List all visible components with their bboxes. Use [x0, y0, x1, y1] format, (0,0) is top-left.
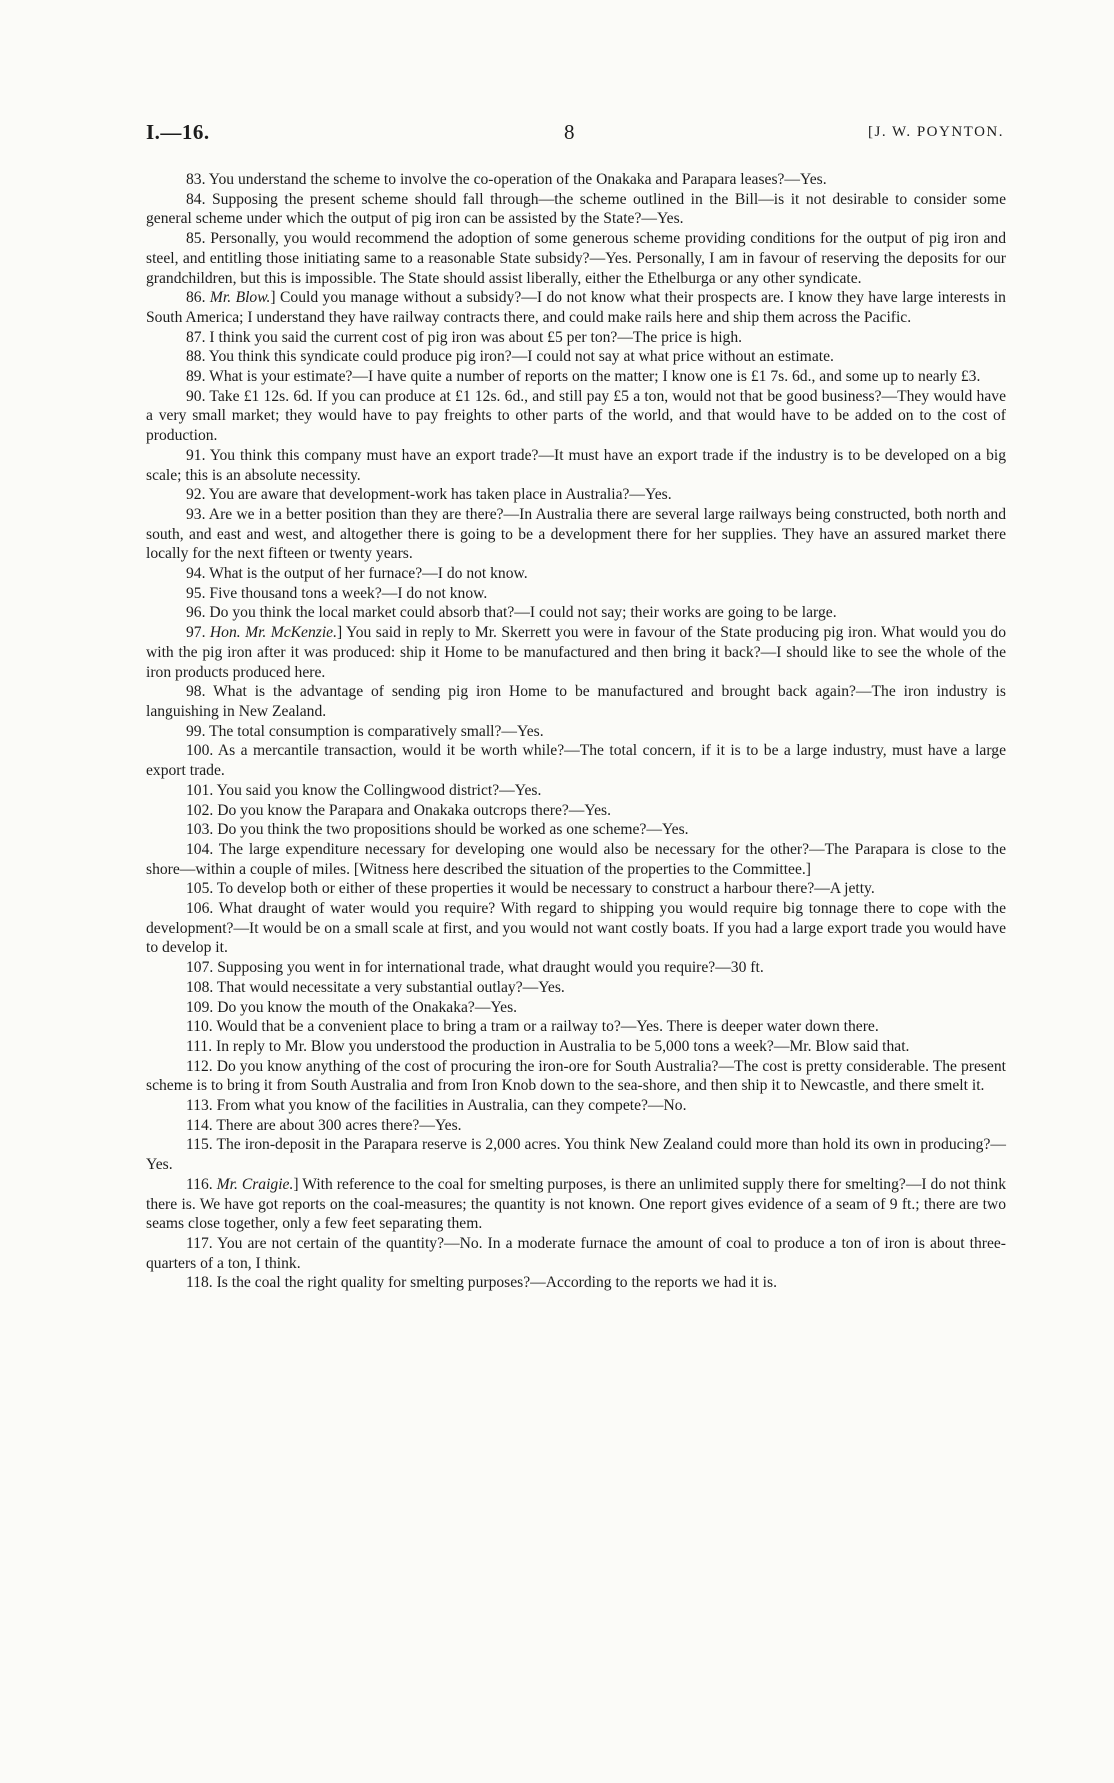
question-paragraph	[146, 899, 1006, 958]
paragraph-text: 101. You said you know the Collingwood district?—Yes.	[186, 781, 542, 799]
paragraph-text: 115. The iron-deposit in the Parapara reserve is 2,000 acres. You think New Zealand could more than hold its own in producing?—Yes.	[146, 1136, 1006, 1174]
question-paragraph	[146, 958, 1006, 978]
question-paragraph	[146, 1057, 1006, 1096]
document-reference: I.—16.	[146, 120, 210, 144]
question-number: 116.	[186, 1175, 217, 1193]
question-paragraph	[146, 564, 1006, 584]
paragraph-text: 83. You understand the scheme to involve the co-operation of the Onakaka and Parapara leases?—Yes.	[186, 171, 827, 188]
paragraph-text: 95. Five thousand tons a week?—I do not know.	[186, 584, 488, 602]
paragraph-text: 85. Personally, you would recommend the adoption of some generous scheme providing conditions for the output of pig iron and steel, and entitling those initiating same to a reasonable State subsidy?—Yes. Personally, I am in favour of reserving the deposits for our grandchildren, but this is impossible. The State should assist liberally, either the Ethelburga or any other syndicate.	[146, 230, 1006, 287]
paragraph-text: 117. You are not certain of the quantity?—No. In a moderate furnace the amount of coal to produce a ton of iron is about three-quarters of a ton, I think.	[146, 1234, 1006, 1272]
question-paragraph	[146, 170, 1006, 190]
question-paragraph	[146, 347, 1006, 367]
question-paragraph	[146, 820, 1006, 840]
paragraph-text: 112. Do you know anything of the cost of procuring the iron-ore for South Australia?—The cost is pretty considerable. The present scheme is to bring it from South Australia and from Iron Knob down to the sea-shore, and then ship it to Newcastle, and there smelt it.	[146, 1057, 1006, 1095]
question-number: 97.	[186, 624, 210, 642]
paragraph-text: 107. Supposing you went in for international trade, what draught would you require?—30 ft.	[186, 959, 764, 977]
paragraph-text: 110. Would that be a convenient place to bring a tram or a railway to?—Yes. There is deeper water down there.	[186, 1018, 879, 1036]
paragraph-text: 96. Do you think the local market could absorb that?—I could not say; their works are going to be large.	[186, 604, 837, 622]
paragraph-text: 99. The total consumption is comparatively small?—Yes.	[186, 722, 544, 740]
question-paragraph	[146, 1037, 1006, 1057]
paragraph-text: 84. Supposing the present scheme should fall through—the scheme outlined in the Bill—is it not desirable to consider some general scheme under which the output of pig iron can be assisted by the State?—Yes.	[146, 190, 1006, 228]
question-paragraph	[146, 190, 1006, 229]
question-paragraph	[146, 998, 1006, 1018]
paragraph-text: ] You said in reply to Mr. Skerrett you were in favour of the State producing pig iron. What would you do with the pig iron after it was produced: ship it Home to be manufactured and then bring it back?—I should like to see the whole of the iron products produced here.	[146, 624, 1007, 681]
paragraph-text: 109. Do you know the mouth of the Onakaka?—Yes.	[186, 998, 518, 1016]
question-paragraph	[146, 1273, 1006, 1293]
question-number: 86.	[186, 289, 210, 307]
question-paragraph	[146, 1234, 1006, 1273]
paragraph-text: 118. Is the coal the right quality for smelting purposes?—According to the reports we had it is.	[186, 1274, 777, 1292]
question-paragraph	[146, 1116, 1006, 1136]
paragraph-text: 111. In reply to Mr. Blow you understood the production in Australia to be 5,000 tons a week?—Mr. Blow said that.	[186, 1037, 910, 1055]
page-number: 8	[564, 120, 575, 144]
question-paragraph	[146, 328, 1006, 348]
evidence-text	[146, 170, 1006, 1293]
paragraph-text: 108. That would necessitate a very substantial outlay?—Yes.	[186, 978, 565, 996]
paragraph-text: 93. Are we in a better position than they are there?—In Australia there are several large railways being constructed, both north and south, and east and west, and altogether there is going to be a development there for her supplies. They have an assured market there locally for the next fifteen or twenty years.	[146, 505, 1006, 563]
question-paragraph	[146, 1096, 1006, 1116]
question-paragraph	[146, 741, 1006, 780]
question-paragraph	[146, 978, 1006, 998]
question-paragraph	[146, 781, 1006, 801]
paragraph-text: 90. Take £1 12s. 6d. If you can produce at £1 12s. 6d., and still pay £5 a ton, would not that be good business?—They would have a very small market; they would have to pay freights to other parts of the world, and that would have to be added on to the cost of production.	[146, 387, 1006, 445]
question-paragraph	[146, 446, 1006, 485]
paragraph-text: 98. What is the advantage of sending pig iron Home to be manufactured and brought back again?—The iron industry is languishing in New Zealand.	[146, 683, 1006, 720]
question-paragraph	[146, 288, 1006, 327]
question-paragraph	[146, 879, 1006, 899]
speaker-name: Hon. Mr. McKenzie.	[209, 624, 337, 642]
question-paragraph	[146, 367, 1006, 387]
paragraph-text: 113. From what you know of the facilities in Australia, can they compete?—No.	[186, 1097, 687, 1115]
paragraph-text: 103. Do you think the two propositions should be worked as one scheme?—Yes.	[186, 821, 689, 839]
page-header	[146, 120, 1004, 150]
question-paragraph	[146, 1135, 1006, 1174]
question-paragraph	[146, 485, 1006, 505]
paragraph-text: 106. What draught of water would you require? With regard to shipping you would require big tonnage there to cope with the development?—It would be on a small scale at first, and you would not want costly boats. If you had a large export trade you would have to develop it.	[146, 900, 1006, 957]
question-paragraph	[146, 1175, 1006, 1234]
paragraph-text: 114. There are about 300 acres there?—Yes.	[186, 1116, 462, 1134]
witness-name: [J. W. POYNTON.	[868, 124, 1004, 140]
question-paragraph	[146, 623, 1006, 682]
question-paragraph	[146, 584, 1006, 604]
question-paragraph	[146, 505, 1006, 564]
paragraph-text: 87. I think you said the current cost of pig iron was about £5 per ton?—The price is high.	[186, 328, 743, 346]
paragraph-text: 94. What is the output of her furnace?—I do not know.	[186, 565, 528, 583]
paragraph-text: 100. As a mercantile transaction, would it be worth while?—The total concern, if it is to be a large industry, must have a large export trade.	[146, 742, 1006, 780]
speaker-name: Mr. Craigie.	[216, 1175, 294, 1193]
paragraph-text: 102. Do you know the Parapara and Onakaka outcrops there?—Yes.	[186, 801, 611, 819]
paragraph-text: 89. What is your estimate?—I have quite a number of reports on the matter; I know one is £1 7s. 6d., and some up to nearly £3.	[186, 368, 981, 386]
paragraph-text: 88. You think this syndicate could produce pig iron?—I could not say at what price without an estimate.	[186, 348, 834, 366]
question-paragraph	[146, 603, 1006, 623]
paragraph-text: ] Could you manage without a subsidy?—I do not know what their prospects are. I know they have large interests in South America; I understand they have railway contracts there, and could make rails here and ship them across the Pacific.	[146, 289, 1006, 326]
question-paragraph	[146, 229, 1006, 288]
question-paragraph	[146, 840, 1006, 879]
question-paragraph	[146, 722, 1006, 742]
paragraph-text: 91. You think this company must have an export trade?—It must have an export trade if the industry is to be developed on a big scale; this is an absolute necessity.	[146, 446, 1006, 484]
question-paragraph	[146, 1017, 1006, 1037]
question-paragraph	[146, 387, 1006, 446]
question-paragraph	[146, 682, 1006, 721]
paragraph-text: 104. The large expenditure necessary for developing one would also be necessary for the other?—The Parapara is close to the shore—within a couple of miles. [Witness here described the situation of the properties to the Committee.]	[146, 840, 1006, 878]
paragraph-text: 92. You are aware that development-work has taken place in Australia?—Yes.	[186, 486, 672, 504]
question-paragraph	[146, 801, 1006, 821]
speaker-name: Mr. Blow.	[209, 289, 271, 307]
paragraph-text: ] With reference to the coal for smelting purposes, is there an unlimited supply there for smelting?—I do not think there is. We have got reports on the coal-measures; the quantity is not known. One report gives evidence of a seam of 9 ft.; there are two seams close together, only a few feet separating them.	[146, 1175, 1006, 1233]
paragraph-text: 105. To develop both or either of these properties it would be necessary to construct a harbour there?—A jetty.	[186, 880, 875, 898]
